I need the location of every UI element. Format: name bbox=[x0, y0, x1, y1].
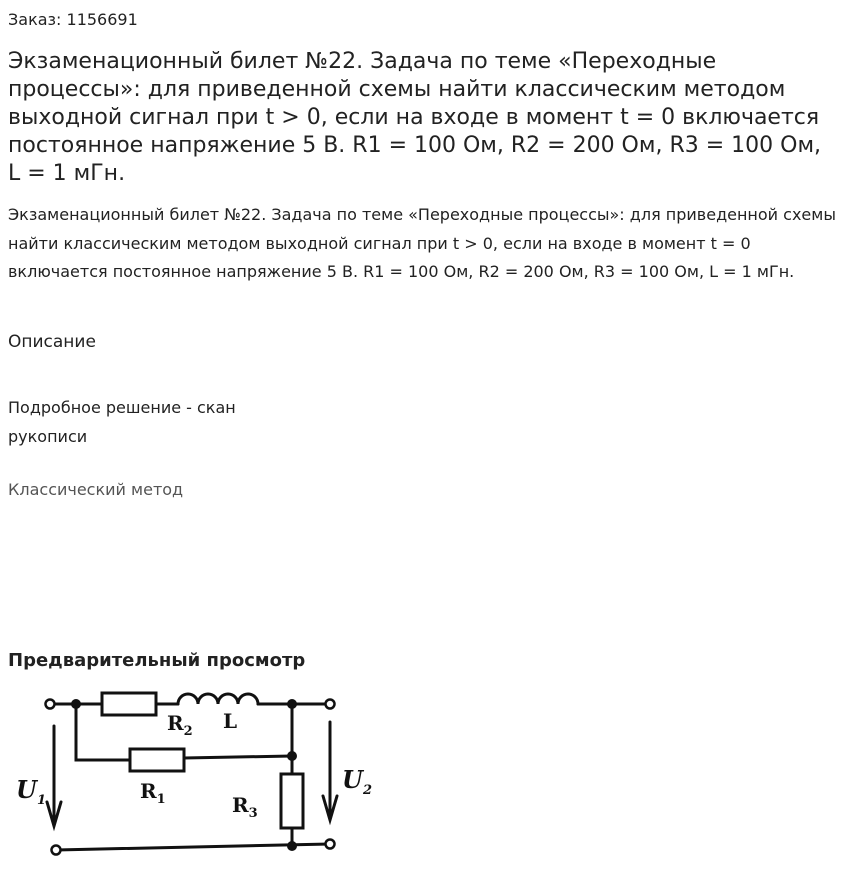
resistor-r2 bbox=[102, 693, 156, 715]
circuit-diagram bbox=[12, 684, 382, 864]
label-u1: $U_1$ bbox=[16, 775, 46, 808]
preview-heading: Предварительный просмотр bbox=[8, 650, 306, 671]
circuit-svg bbox=[12, 684, 382, 864]
label-r2: $R_2$ bbox=[167, 711, 193, 739]
page-title: Экзаменационный билет №22. Задача по теме «Переходные процессы»: для приведенной схемы найти классическим методом выходной сигнал при t > 0, если на входе в момент t = 0 включается постоянное напряжение 5 В. R1 = 100 Ом, R2 = 200 Ом, R3 = 100 Ом, L = 1 мГн. bbox=[8, 49, 822, 186]
terminal-in-bottom bbox=[52, 846, 61, 855]
description-heading: Описание bbox=[8, 332, 96, 352]
junction-r1-r3 bbox=[287, 751, 297, 761]
junction-output bbox=[287, 699, 297, 709]
wire-r1-right bbox=[184, 756, 292, 758]
resistor-r3 bbox=[281, 774, 303, 828]
label-u2: $U_2$ bbox=[342, 765, 372, 798]
junction-input bbox=[71, 699, 81, 709]
terminal-in-top bbox=[46, 700, 55, 709]
inductor-l bbox=[178, 694, 258, 704]
resistor-r1 bbox=[130, 749, 184, 771]
terminal-out-top bbox=[326, 700, 335, 709]
junction-bottom bbox=[287, 841, 297, 851]
method-label: Классический метод bbox=[8, 480, 184, 499]
task-description: Экзаменационный билет №22. Задача по теме «Переходные процессы»: для приведенной схемы найти классическим методом выходной сигнал при t > 0, если на входе в момент t = 0 включается постоянное напряжение 5 В. R1 = 100 Ом, R2 = 200 Ом, R3 = 100 Ом, L = 1 мГн. bbox=[8, 205, 836, 281]
solution-note: Подробное решение - скан рукописи bbox=[8, 398, 236, 446]
label-r1: $R_1$ bbox=[140, 779, 166, 807]
label-r3: $R_3$ bbox=[232, 793, 258, 821]
terminal-out-bottom bbox=[326, 840, 335, 849]
order-number: Заказ: 1156691 bbox=[8, 10, 138, 29]
label-l: L bbox=[223, 709, 238, 733]
